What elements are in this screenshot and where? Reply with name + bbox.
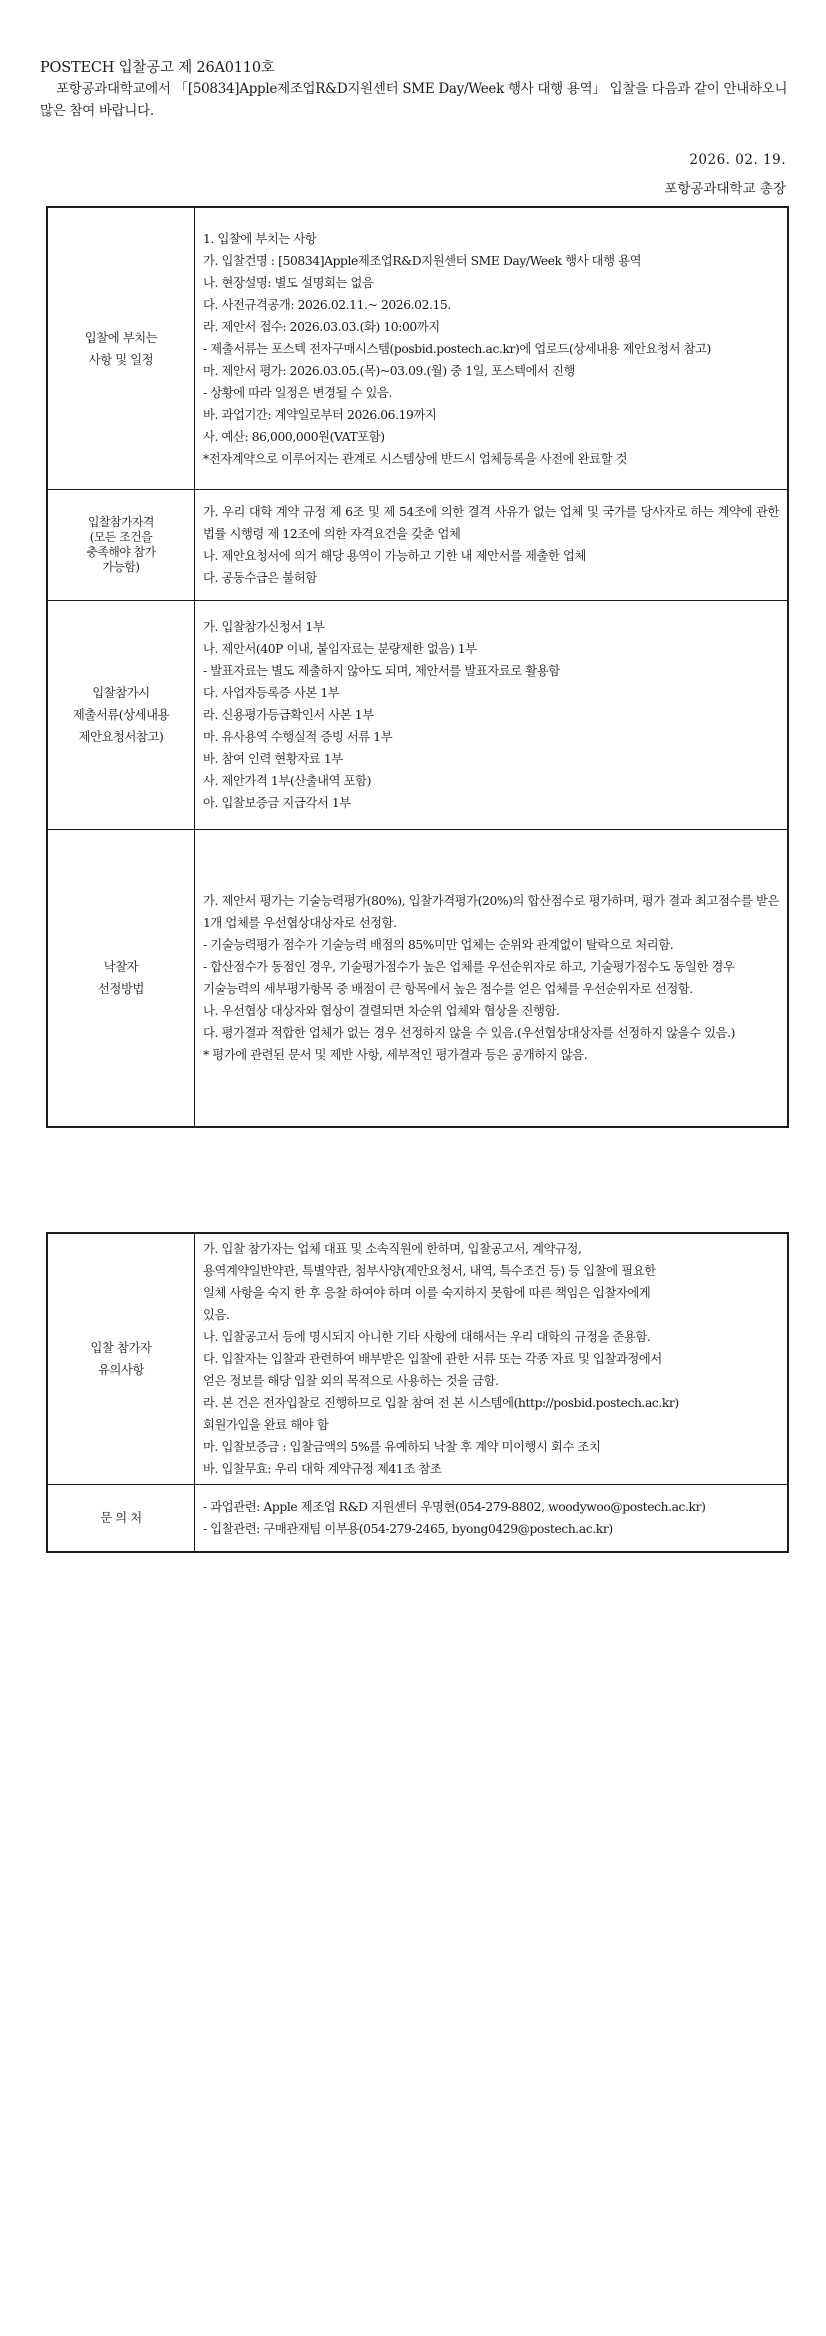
content-line: 라. 본 건은 전자입찰로 진행하므로 입찰 참여 전 본 시스템에(http://posbid.postech.ac.kr) bbox=[203, 1396, 679, 1410]
notice-table-secondary bbox=[46, 1232, 789, 1553]
content-line: 사. 예산: 86,000,000원(VAT포함) bbox=[203, 429, 385, 444]
contact-line-bid: - 입찰관련: 구매관재팀 이부용(054-279-2465, byong0429@postech.ac.kr) bbox=[203, 1522, 613, 1536]
content-line: 마. 유사용역 수행실적 증빙 서류 1부 bbox=[203, 730, 393, 744]
content-line: 나. 현장설명: 별도 설명회는 없음 bbox=[203, 275, 374, 290]
row-label-precautions: 입찰 참가자 유의사항 bbox=[47, 1233, 195, 1485]
table-row-contact bbox=[47, 1485, 788, 1553]
content-line: 아. 입찰보증금 지급각서 1부 bbox=[203, 796, 351, 810]
content-line: 다. 사업자등록증 사본 1부 bbox=[203, 686, 340, 700]
notice-date: 2026. 02. 19. bbox=[689, 152, 786, 168]
notice-table-main bbox=[46, 206, 789, 1128]
content-line: 마. 제안서 평가: 2026.03.05.(목)~03.09.(월) 중 1일, 포스텍에서 진행 bbox=[203, 363, 576, 378]
row-label-documents: 입찰참가시 제출서류(상세내용 제안요청서참고) bbox=[47, 601, 195, 830]
content-line: 나. 입찰공고서 등에 명시되지 아니한 기타 사항에 대해서는 우리 대학의 규정을 준용함. bbox=[203, 1330, 651, 1344]
content-line: 가. 입찰 참가자는 업체 대표 및 소속직원에 한하며, 입찰공고서, 계약규정, bbox=[203, 1242, 582, 1256]
signer: 포항공과대학교 총장 bbox=[664, 181, 786, 197]
content-line: 라. 제안서 접수: 2026.03.03.(화) 10:00까지 bbox=[203, 319, 440, 334]
content-line: 회원가입을 완료 해야 함 bbox=[203, 1418, 329, 1432]
content-line: - 제출서류는 포스텍 전자구매시스템(posbid.postech.ac.kr)에 업로드(상세내용 제안요청서 참고) bbox=[203, 341, 711, 356]
row-content-precautions bbox=[195, 1233, 789, 1485]
content-line: 바. 참여 인력 현황자료 1부 bbox=[203, 752, 343, 766]
row-label-eligibility: 입찰참가자격 (모든 조건을 충족해야 참가 가능함) bbox=[47, 490, 195, 601]
content-line: 나. 제안서(40P 이내, 붙임자료는 분량제한 없음) 1부 bbox=[203, 642, 477, 656]
content-line: 1. 입찰에 부치는 사항 bbox=[203, 231, 317, 246]
content-line: - 발표자료는 별도 제출하지 않아도 되며, 제안서를 발표자료로 활용함 bbox=[203, 664, 560, 678]
content-line: 라. 신용평가등급확인서 사본 1부 bbox=[203, 708, 374, 722]
row-content-schedule bbox=[195, 207, 789, 490]
content-line: 다. 평가결과 적합한 업체가 없는 경우 선정하지 않을 수 있음.(우선협상대상자를 선정하지 않을수 있음.) bbox=[203, 1026, 736, 1040]
content-line: * 평가에 관련된 문서 및 제반 사항, 세부적인 평가결과 등은 공개하지 않음. bbox=[203, 1048, 588, 1062]
row-content-eligibility bbox=[195, 490, 789, 601]
table-row-schedule bbox=[47, 207, 788, 490]
table-row-selection bbox=[47, 830, 788, 1128]
table-row-eligibility bbox=[47, 490, 788, 601]
content-line: - 상황에 따라 일정은 변경될 수 있음. bbox=[203, 385, 393, 400]
content-line: 나. 우선협상 대상자와 협상이 결렬되면 차순위 업체와 협상을 진행함. bbox=[203, 1004, 560, 1018]
content-line: 다. 입찰자는 입찰과 관련하여 배부받은 입찰에 관한 서류 또는 각종 자료 및 입찰과정에서 bbox=[203, 1352, 662, 1366]
intro-paragraph: 포항공과대학교에서 「[50834]Apple제조업R&D지원센터 SME Day/Week 행사 대행 용역」 입찰을 다음과 같이 안내하오니 많은 참여 바랍니다. bbox=[40, 81, 788, 119]
content-line: *전자계약으로 이루어지는 관계로 시스템상에 반드시 업체등록을 사전에 완료할 것 bbox=[203, 451, 628, 466]
content-line: 사. 제안가격 1부(산출내역 포함) bbox=[203, 774, 371, 788]
content-line: 가. 입찰참가신청서 1부 bbox=[203, 620, 325, 634]
content-line: 얻은 정보를 해당 입찰 외의 목적으로 사용하는 것을 금함. bbox=[203, 1374, 499, 1388]
content-line: 가. 입찰건명 : [50834]Apple제조업R&D지원센터 SME Day/Week 행사 대행 용역 bbox=[203, 253, 642, 268]
content-line: 다. 공동수급은 불허함 bbox=[203, 571, 317, 585]
content-line: 기술능력의 세부평가항목 중 배점이 큰 항목에서 높은 점수를 얻은 업체를 우선순위자로 선정함. bbox=[203, 982, 693, 996]
table-row-documents bbox=[47, 601, 788, 830]
content-line: 마. 입찰보증금 : 입찰금액의 5%를 유예하되 낙찰 후 계약 미이행시 회수 조치 bbox=[203, 1440, 601, 1454]
content-line: 바. 입찰무효: 우리 대학 계약규정 제41조 참조 bbox=[203, 1462, 442, 1476]
notice-number: POSTECH 입찰공고 제 26A0110호 bbox=[40, 60, 275, 76]
row-label-selection: 낙찰자 선정방법 bbox=[47, 830, 195, 1128]
content-line: 가. 제안서 평가는 기술능력평가(80%), 입찰가격평가(20%)의 합산점수로 평가하며, 평가 결과 최고점수를 받은 1개 업체를 우선협상대상자로 선정함. bbox=[203, 894, 779, 930]
content-line: - 기술능력평가 점수가 기술능력 배점의 85%미만 업체는 순위와 관계없이 탈락으로 처리함. bbox=[203, 938, 674, 952]
row-label-contact: 문 의 처 bbox=[47, 1485, 195, 1553]
row-content-contact bbox=[195, 1485, 789, 1553]
contact-line-task: - 과업관련: Apple 제조업 R&D 지원센터 우명현(054-279-8802, woodywoo@postech.ac.kr) bbox=[203, 1500, 706, 1514]
row-content-selection bbox=[195, 830, 789, 1128]
content-line: 가. 우리 대학 계약 규정 제 6조 및 제 54조에 의한 결격 사유가 없는 업체 및 국가를 당사자로 하는 계약에 관한 법률 시행령 제 12조에 의한 자격요건을 갖춘 업체 bbox=[203, 505, 779, 541]
content-line: 바. 과업기간: 계약일로부터 2026.06.19까지 bbox=[203, 407, 437, 422]
content-line: 다. 사전규격공개: 2026.02.11.~ 2026.02.15. bbox=[203, 297, 451, 312]
content-line: 용역계약일반약관, 특별약관, 첨부사양(제안요청서, 내역, 특수조건 등) 등 입찰에 필요한 bbox=[203, 1264, 656, 1278]
table-row-precautions bbox=[47, 1233, 788, 1485]
content-line: 일체 사항을 숙지 한 후 응찰 하여야 하며 이를 숙지하지 못함에 따른 책임은 입찰자에게 bbox=[203, 1286, 651, 1300]
content-line: 나. 제안요청서에 의거 해당 용역이 가능하고 기한 내 제안서를 제출한 업체 bbox=[203, 549, 586, 563]
row-content-documents bbox=[195, 601, 789, 830]
content-line: 있음. bbox=[203, 1308, 230, 1322]
row-label-schedule: 입찰에 부치는 사항 및 일정 bbox=[47, 207, 195, 490]
content-line: - 합산점수가 동점인 경우, 기술평가점수가 높은 업체를 우선순위자로 하고, 기술평가점수도 동일한 경우 bbox=[203, 960, 735, 974]
